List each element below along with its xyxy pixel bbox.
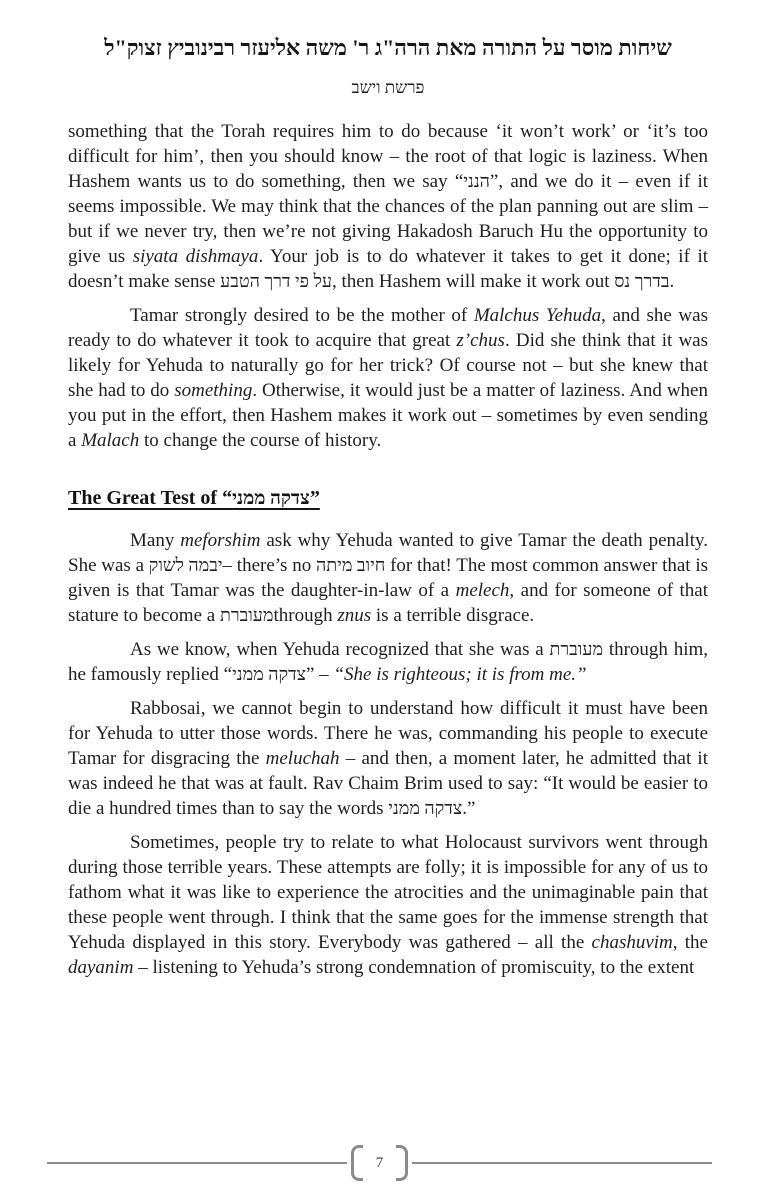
hebrew-text-run: צדקה ממני: [232, 664, 306, 684]
hebrew-title: שיחות מוסר על התורה מאת הרה"ג ר' משה אליעזר רבינוביץ זצוק"ל: [104, 35, 672, 60]
text-run: – there’s no: [222, 555, 316, 576]
hebrew-text-run: חיוב מיתה: [315, 555, 386, 575]
right-bracket-ornament: [396, 1145, 408, 1181]
text-run: ” –: [306, 664, 334, 685]
hebrew-text-run: בדרך נס: [614, 271, 670, 291]
text-run: meforshim: [180, 530, 261, 551]
text-run: As we know, when Yehuda recognized that she was a: [130, 639, 550, 660]
text-run: Malach: [81, 430, 140, 451]
hebrew-text-run: יבמה לשוק: [148, 555, 223, 575]
text-run: melech: [455, 580, 510, 601]
text-run: “She is righteous; it is from me.”: [333, 664, 587, 685]
text-run: through him, he famously replied “: [68, 639, 709, 685]
paragraph-3: [68, 528, 708, 628]
text-run: , then Hashem will make it work out: [331, 271, 615, 292]
hebrew-text-run: על פי דרך הטבע: [220, 271, 332, 291]
hebrew-text-run: מעוברת: [219, 605, 274, 625]
hebrew-text-run: הנני: [463, 171, 490, 191]
text-run: ”, and we do it – even if it seems impossible. We may think that the chances of the plan panning out are slim – but if we never try, then we’re not giving Hakadosh Baruch Hu the opportunity to give us: [68, 171, 708, 267]
text-run: .”: [462, 798, 476, 819]
section-heading: [68, 487, 708, 510]
text-run: , and she was ready to do whatever it took to acquire that great: [68, 305, 708, 351]
paragraph-4: [68, 637, 708, 687]
text-run: – listening to Yehuda’s strong condemnation of promiscuity, to the extent: [133, 957, 695, 978]
text-run: meluchah: [265, 748, 340, 769]
footer-rule-left: [47, 1162, 347, 1164]
text-run: chashuvim: [591, 932, 673, 953]
text-run: , the: [672, 932, 708, 953]
text-run: is a terrible disgrace.: [371, 605, 535, 626]
page-footer: [47, 1145, 712, 1181]
text-run: something that the Torah requires him to do because ‘it won’t work’ or ‘it’s too difficult for him’, then you should know – the root of that logic is laziness. When Hashem wants us to do something, then we say “: [68, 121, 708, 192]
left-bracket-ornament: [351, 1145, 363, 1181]
paragraph-1: [68, 119, 708, 294]
text-run: Malchus Yehuda: [473, 305, 602, 326]
hebrew-text-run: מעוברת: [549, 639, 604, 659]
paragraph-5: [68, 696, 708, 821]
text-run: ask why Yehuda wanted to give Tamar the death penalty. She was a: [68, 530, 709, 576]
text-run: something: [174, 380, 253, 401]
paragraph-6: [68, 830, 708, 980]
text-run: Rabbosai, we cannot begin to understand how difficult it must have been for Yehuda to utter those words. There he was, commanding his people to execute Tamar for disgracing the: [68, 698, 708, 769]
hebrew-text-run: צדקה ממני: [232, 488, 310, 509]
text-run: siyata dishmaya: [132, 246, 259, 267]
text-run: . Otherwise, it would just be a matter of laziness. And when you put in the effort, then Hashem makes it work out – sometimes by even sending a: [68, 380, 708, 451]
text-run: dayanim: [68, 957, 134, 978]
text-run: Sometimes, people try to relate to what Holocaust survivors went through during those terrible years. These attempts are folly; it is impossible for any of us to fathom what it was like to experience the atrocities and the unimaginable pain that these people went through. I think that the same goes for the immense strength that Yehuda displayed in this story. Everybody was gathered – all the: [68, 832, 708, 953]
text-run: znus: [337, 605, 372, 626]
text-run: – and then, a moment later, he admitted that it was indeed he that was at fault. Rav Chaim Brim used to say: “It would be easier to die a hundred times than to say the words: [68, 748, 708, 819]
text-run: z’chus: [456, 330, 505, 351]
paragraph-2: [68, 303, 708, 453]
text-run: to change the course of history.: [139, 430, 382, 451]
document-header: [0, 0, 776, 99]
text-run: . Your job is to do whatever it takes to get it done; if it doesn’t make sense: [68, 246, 708, 292]
document-body: [68, 119, 708, 980]
text-run: ”: [309, 487, 320, 509]
hebrew-text-run: צדקה ממני: [388, 798, 463, 818]
footer-rule-right: [412, 1162, 712, 1164]
text-run: . Did she think that it was likely for Yehuda to naturally go for her trick? Of course not – but she knew that she had to do: [68, 330, 708, 401]
text-run: The Great Test of “: [68, 487, 233, 509]
page-number: 7: [375, 1154, 384, 1171]
hebrew-subtitle: פרשת וישב: [351, 78, 425, 97]
text-run: .: [669, 271, 675, 292]
text-run: for that! The most common answer that is given is that Tamar was the daughter-in-law of a: [68, 555, 709, 601]
text-run: , and for someone of that stature to become a: [68, 580, 709, 626]
text-run: Tamar strongly desired to be the mother of: [130, 305, 474, 326]
text-run: through: [273, 605, 338, 626]
text-run: Many: [130, 530, 181, 551]
